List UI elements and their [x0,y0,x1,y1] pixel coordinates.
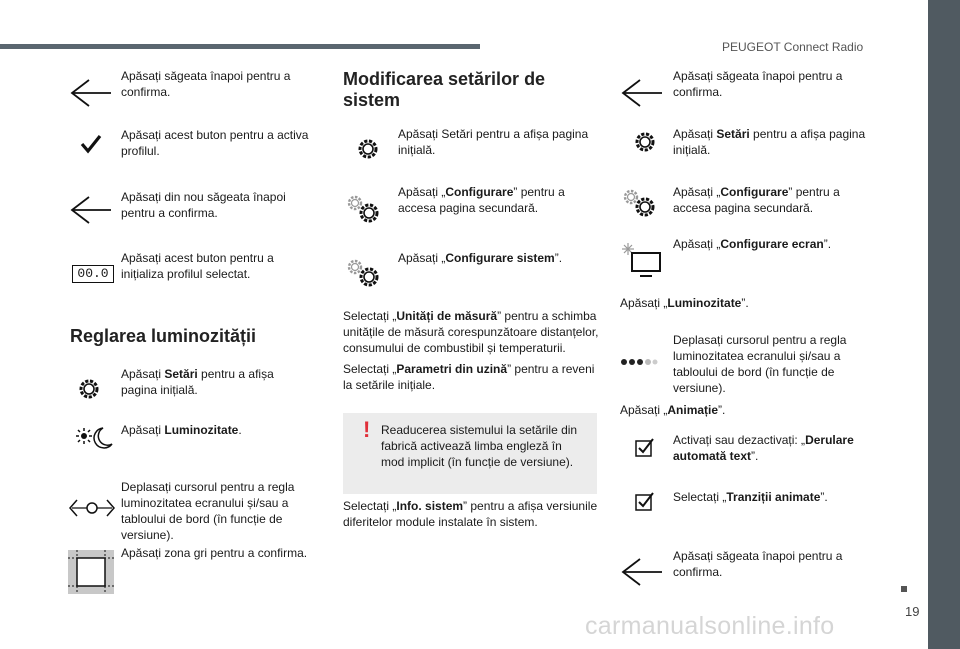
page-number: 19 [905,604,920,619]
warning-text: Readucerea sistemului la setările din fabrică activează limba engleză în mod implicit (în funcție de versiune). [381,423,578,469]
col3-screen: Apăsați „Configurare ecran”. [673,237,832,251]
header-title: PEUGEOT Connect Radio [722,40,864,54]
step-back-again: Apăsați din nou săgeata înapoi pentru a confirma. [121,190,286,220]
back-arrow-icon [620,557,664,587]
col3-slider-text: Deplasați cursorul pentru a regla luminozitatea ecranului și/sau a tabloului de bord (în funcție de versiune). [673,333,847,395]
config-gears-icon [620,186,660,222]
gear-icon [76,376,102,402]
grey-zone-icon [68,550,114,594]
col3-luminozitate: Apăsați „Luminozitate”. [620,296,749,310]
checkbox-checked-icon [634,436,656,458]
gear-icon [355,136,381,162]
step-back-confirm: Apăsați săgeata înapoi pentru a confirma. [121,69,291,99]
col3-scroll: Activați sau dezactivați: „Derulare automată text”. [673,433,854,463]
col3-transitions: Selectați „Tranziții animate”. [673,490,828,504]
screen-config-icon [620,242,666,278]
warning-icon: ! [363,417,371,442]
col2-system: Apăsați „Configurare sistem”. [398,251,563,265]
info-text: Selectați „Info. sistem” pentru a afișa versiunile diferitelor module instalate în sistem. [343,499,598,529]
col3-animation: Apăsați „Animație”. [620,403,726,417]
col3-back-confirm: Apăsați săgeata înapoi pentru a confirma. [673,69,843,99]
col2-settings: Apăsați Setări pentru a afișa pagina inițială. [398,127,589,157]
col3-settings: Apăsați Setări pentru a afișa pagina inițială. [673,127,866,157]
brightness-icon [72,424,116,454]
checkmark-icon [80,134,102,154]
step-reset: Apăsați acest buton pentru a inițializa profilul selectat. [121,251,274,281]
back-arrow-icon [69,195,113,225]
end-marker [901,586,907,592]
reset-badge: 00.0 [72,265,114,283]
step-activate: Apăsați acest buton pentru a activa profilul. [121,128,309,158]
right-sidebar [928,0,960,649]
back-arrow-icon [620,78,664,108]
section-title-brightness: Reglarea luminozității [70,326,257,346]
col2-config: Apăsați „Configurare” pentru a accesa pagina secundară. [398,185,565,215]
step-brightness: Apăsați Luminozitate. [121,423,242,437]
slider-icon [68,496,116,520]
header-bar [0,44,480,49]
factory-text: Selectați „Parametri din uzină” pentru a reveni la setările inițiale. [343,362,595,392]
col3-back-final: Apăsați săgeata înapoi pentru a confirma. [673,549,843,579]
col3-config: Apăsați „Configurare” pentru a accesa pagina secundară. [673,185,840,215]
grey-zone-text: Apăsați zona gri pentru a confirma. [121,546,308,560]
gear-icon [632,129,658,155]
slider-text: Deplasați cursorul pentru a regla luminozitatea ecranului și/sau a tabloului de bord (în funcție de versiune). [121,480,295,542]
system-gears-icon [344,256,384,292]
step-settings: Apăsați Setări pentru a afișa pagina inițială. [121,367,274,397]
section-title-system: Modificarea setărilor de sistem [343,69,546,110]
level-dots-icon [620,356,658,368]
back-arrow-icon [69,78,113,108]
units-text: Selectați „Unități de măsură” pentru a schimba unitățile de măsură corespunzătoare distanțelor, consumului de combustibil și temperaturii. [343,309,599,355]
checkbox-checked-icon [634,490,656,512]
config-gears-icon [344,192,384,228]
watermark: carmanualsonline.info [585,612,835,640]
